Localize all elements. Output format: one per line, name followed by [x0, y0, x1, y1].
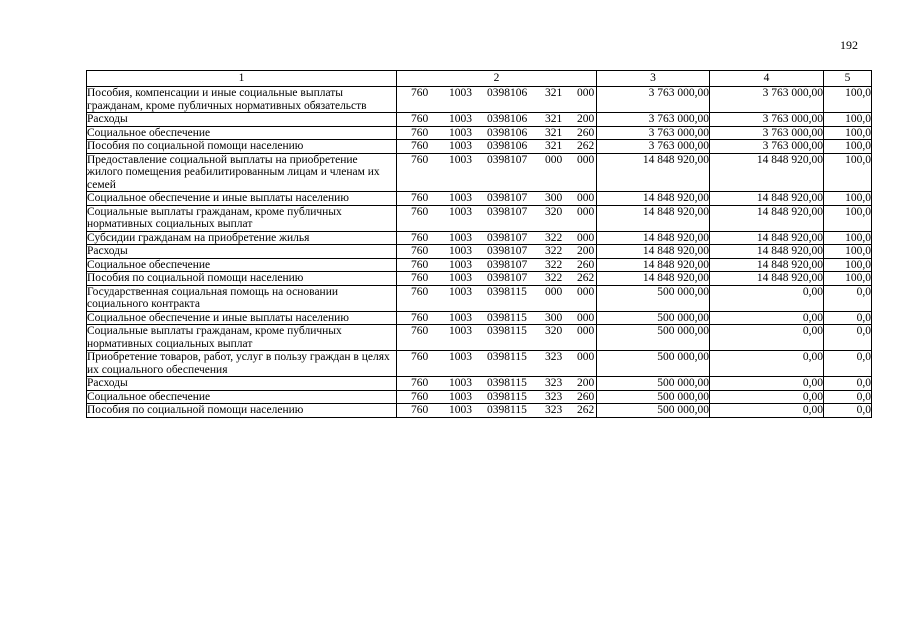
code-admin: 760 — [411, 351, 429, 363]
row-planned: 14 848 920,00 — [597, 245, 710, 259]
code-section: 1003 — [449, 87, 472, 99]
table-row — [87, 258, 872, 272]
row-percent: 0,0 — [824, 325, 872, 351]
table-row — [87, 377, 872, 391]
code-target: 0398106 — [487, 113, 528, 125]
code-section: 1003 — [449, 404, 472, 416]
code-section: 1003 — [449, 126, 472, 139]
row-percent: 100,0 — [824, 245, 872, 259]
row-codes — [397, 272, 597, 286]
code-kosgu: 000 — [577, 325, 595, 337]
row-codes — [397, 311, 597, 325]
row-percent: 100,0 — [824, 272, 872, 286]
code-expense-type: 323 — [545, 377, 563, 389]
code-kosgu: 000 — [577, 285, 595, 298]
row-actual: 3 763 000,00 — [710, 113, 824, 127]
code-target: 0398115 — [487, 377, 527, 389]
code-kosgu: 000 — [577, 311, 595, 324]
code-admin: 760 — [411, 377, 429, 389]
code-admin: 760 — [411, 245, 429, 257]
code-kosgu: 260 — [577, 258, 595, 271]
table-row — [87, 272, 872, 286]
code-admin: 760 — [411, 140, 429, 152]
code-expense-type: 322 — [545, 245, 563, 257]
code-target: 0398107 — [487, 245, 528, 257]
code-kosgu: 200 — [577, 113, 595, 125]
table-row — [87, 245, 872, 259]
row-planned: 3 763 000,00 — [597, 87, 710, 113]
code-admin: 760 — [411, 285, 429, 298]
row-percent: 0,0 — [824, 377, 872, 391]
code-expense-type: 323 — [545, 404, 563, 416]
row-percent: 0,0 — [824, 311, 872, 325]
row-name: Пособия по социальной помощи населению — [87, 272, 397, 286]
code-expense-type: 320 — [545, 325, 563, 337]
code-target: 0398106 — [487, 140, 528, 152]
row-codes — [397, 258, 597, 272]
row-planned: 3 763 000,00 — [597, 140, 710, 154]
row-codes — [397, 245, 597, 259]
header-col-3: 3 — [597, 71, 710, 87]
code-expense-type: 322 — [545, 272, 563, 284]
row-name: Социальное обеспечение и иные выплаты населению — [87, 192, 397, 206]
code-section: 1003 — [449, 258, 472, 271]
page-number: 192 — [840, 38, 858, 52]
row-name: Расходы — [87, 245, 397, 259]
code-section: 1003 — [449, 272, 472, 284]
header-col-5: 5 — [824, 71, 872, 87]
row-codes — [397, 377, 597, 391]
code-kosgu: 000 — [577, 153, 595, 166]
code-expense-type: 322 — [545, 231, 563, 244]
code-section: 1003 — [449, 311, 472, 324]
row-codes — [397, 390, 597, 404]
row-percent: 0,0 — [824, 351, 872, 377]
table-row — [87, 285, 872, 311]
row-planned: 500 000,00 — [597, 351, 710, 377]
row-percent: 100,0 — [824, 258, 872, 272]
row-name: Государственная социальная помощь на основании социального контракта — [87, 285, 397, 311]
table-row — [87, 390, 872, 404]
row-percent: 0,0 — [824, 390, 872, 404]
code-section: 1003 — [449, 231, 472, 244]
code-expense-type: 300 — [545, 192, 563, 204]
row-percent: 0,0 — [824, 404, 872, 418]
row-percent: 100,0 — [824, 205, 872, 231]
row-codes — [397, 153, 597, 192]
row-percent: 100,0 — [824, 113, 872, 127]
code-target: 0398115 — [487, 311, 527, 324]
row-actual: 14 848 920,00 — [710, 245, 824, 259]
row-percent: 100,0 — [824, 231, 872, 245]
code-kosgu: 262 — [577, 272, 595, 284]
table-row — [87, 351, 872, 377]
row-actual: 14 848 920,00 — [710, 192, 824, 206]
row-planned: 14 848 920,00 — [597, 272, 710, 286]
budget-table — [86, 70, 872, 418]
table-row — [87, 192, 872, 206]
row-actual: 14 848 920,00 — [710, 153, 824, 192]
code-target: 0398115 — [487, 351, 527, 363]
code-admin: 760 — [411, 153, 429, 166]
code-admin: 760 — [411, 192, 429, 204]
code-admin: 760 — [411, 404, 429, 416]
row-planned: 500 000,00 — [597, 390, 710, 404]
table-row — [87, 231, 872, 245]
row-planned: 14 848 920,00 — [597, 192, 710, 206]
code-kosgu: 262 — [577, 404, 595, 416]
row-actual: 3 763 000,00 — [710, 140, 824, 154]
row-name: Социальные выплаты гражданам, кроме публичных нормативных социальных выплат — [87, 205, 397, 231]
row-codes — [397, 113, 597, 127]
row-percent: 100,0 — [824, 140, 872, 154]
code-kosgu: 000 — [577, 351, 595, 363]
row-name: Пособия, компенсации и иные социальные выплаты гражданам, кроме публичных нормативных обязательств — [87, 87, 397, 113]
code-target: 0398115 — [487, 325, 527, 337]
code-target: 0398107 — [487, 192, 528, 204]
row-actual: 3 763 000,00 — [710, 126, 824, 140]
row-planned: 500 000,00 — [597, 325, 710, 351]
row-actual: 14 848 920,00 — [710, 205, 824, 231]
code-expense-type: 321 — [545, 126, 563, 139]
table-row — [87, 140, 872, 154]
row-codes — [397, 205, 597, 231]
code-admin: 760 — [411, 325, 429, 337]
code-section: 1003 — [449, 205, 472, 218]
code-section: 1003 — [449, 192, 472, 204]
code-admin: 760 — [411, 272, 429, 284]
code-section: 1003 — [449, 140, 472, 152]
code-kosgu: 200 — [577, 377, 595, 389]
row-percent: 100,0 — [824, 192, 872, 206]
row-name: Социальное обеспечение — [87, 126, 397, 140]
row-percent: 100,0 — [824, 153, 872, 192]
header-col-1: 1 — [87, 71, 397, 87]
code-target: 0398115 — [487, 285, 527, 298]
row-planned: 500 000,00 — [597, 311, 710, 325]
row-name: Социальное обеспечение — [87, 390, 397, 404]
row-percent: 100,0 — [824, 126, 872, 140]
row-planned: 500 000,00 — [597, 404, 710, 418]
row-planned: 3 763 000,00 — [597, 126, 710, 140]
row-name: Социальные выплаты гражданам, кроме публичных нормативных социальных выплат — [87, 325, 397, 351]
row-planned: 500 000,00 — [597, 285, 710, 311]
code-section: 1003 — [449, 285, 472, 298]
code-kosgu: 260 — [577, 390, 595, 403]
row-actual: 0,00 — [710, 311, 824, 325]
table-row — [87, 153, 872, 192]
row-name: Приобретение товаров, работ, услуг в пользу граждан в целях их социального обеспечения — [87, 351, 397, 377]
code-expense-type: 323 — [545, 390, 563, 403]
row-planned: 500 000,00 — [597, 377, 710, 391]
code-expense-type: 000 — [545, 285, 563, 298]
row-name: Социальное обеспечение и иные выплаты населению — [87, 311, 397, 325]
row-codes — [397, 126, 597, 140]
row-name: Субсидии гражданам на приобретение жилья — [87, 231, 397, 245]
code-target: 0398115 — [487, 390, 527, 403]
row-codes — [397, 404, 597, 418]
code-section: 1003 — [449, 245, 472, 257]
code-expense-type: 321 — [545, 140, 563, 152]
row-codes — [397, 325, 597, 351]
code-expense-type: 321 — [545, 113, 563, 125]
code-expense-type: 322 — [545, 258, 563, 271]
code-target: 0398107 — [487, 258, 528, 271]
row-name: Предоставление социальной выплаты на приобретение жилого помещения реабилитированным лицам и членам их семей — [87, 153, 397, 192]
row-planned: 14 848 920,00 — [597, 153, 710, 192]
row-actual: 14 848 920,00 — [710, 258, 824, 272]
row-actual: 0,00 — [710, 351, 824, 377]
code-target: 0398106 — [487, 126, 528, 139]
code-section: 1003 — [449, 325, 472, 337]
code-admin: 760 — [411, 126, 429, 139]
code-admin: 760 — [411, 390, 429, 403]
row-planned: 14 848 920,00 — [597, 258, 710, 272]
row-percent: 0,0 — [824, 285, 872, 311]
header-col-2: 2 — [397, 71, 597, 87]
row-codes — [397, 192, 597, 206]
code-admin: 760 — [411, 113, 429, 125]
code-admin: 760 — [411, 87, 429, 99]
row-actual: 0,00 — [710, 404, 824, 418]
header-row — [87, 71, 872, 87]
code-kosgu: 000 — [577, 231, 595, 244]
table-row — [87, 126, 872, 140]
table-row — [87, 205, 872, 231]
row-codes — [397, 140, 597, 154]
row-name: Расходы — [87, 113, 397, 127]
code-kosgu: 200 — [577, 245, 595, 257]
header-col-4: 4 — [710, 71, 824, 87]
code-admin: 760 — [411, 231, 429, 244]
code-kosgu: 000 — [577, 205, 595, 218]
code-section: 1003 — [449, 390, 472, 403]
code-expense-type: 323 — [545, 351, 563, 363]
code-target: 0398106 — [487, 87, 528, 99]
code-kosgu: 262 — [577, 140, 595, 152]
code-admin: 760 — [411, 258, 429, 271]
code-expense-type: 300 — [545, 311, 563, 324]
table-row — [87, 113, 872, 127]
row-actual: 0,00 — [710, 377, 824, 391]
code-section: 1003 — [449, 351, 472, 363]
table-row — [87, 325, 872, 351]
row-actual: 0,00 — [710, 390, 824, 404]
code-target: 0398107 — [487, 205, 528, 218]
row-codes — [397, 87, 597, 113]
code-section: 1003 — [449, 377, 472, 389]
code-admin: 760 — [411, 205, 429, 218]
row-actual: 3 763 000,00 — [710, 87, 824, 113]
row-codes — [397, 351, 597, 377]
row-name: Пособия по социальной помощи населению — [87, 140, 397, 154]
code-target: 0398115 — [487, 404, 527, 416]
code-section: 1003 — [449, 153, 472, 166]
row-name: Расходы — [87, 377, 397, 391]
code-admin: 760 — [411, 311, 429, 324]
row-name: Социальное обеспечение — [87, 258, 397, 272]
row-planned: 14 848 920,00 — [597, 205, 710, 231]
row-actual: 14 848 920,00 — [710, 231, 824, 245]
code-target: 0398107 — [487, 231, 528, 244]
table-row — [87, 311, 872, 325]
code-kosgu: 260 — [577, 126, 595, 139]
code-section: 1003 — [449, 113, 472, 125]
row-name: Пособия по социальной помощи населению — [87, 404, 397, 418]
row-codes — [397, 285, 597, 311]
code-kosgu: 000 — [577, 192, 595, 204]
row-planned: 3 763 000,00 — [597, 113, 710, 127]
code-expense-type: 320 — [545, 205, 563, 218]
table-row — [87, 87, 872, 113]
row-planned: 14 848 920,00 — [597, 231, 710, 245]
code-expense-type: 000 — [545, 153, 563, 166]
code-kosgu: 000 — [577, 87, 595, 99]
row-actual: 0,00 — [710, 325, 824, 351]
row-percent: 100,0 — [824, 87, 872, 113]
code-target: 0398107 — [487, 153, 528, 166]
row-codes — [397, 231, 597, 245]
table-row — [87, 404, 872, 418]
code-expense-type: 321 — [545, 87, 563, 99]
row-actual: 14 848 920,00 — [710, 272, 824, 286]
row-actual: 0,00 — [710, 285, 824, 311]
code-target: 0398107 — [487, 272, 528, 284]
